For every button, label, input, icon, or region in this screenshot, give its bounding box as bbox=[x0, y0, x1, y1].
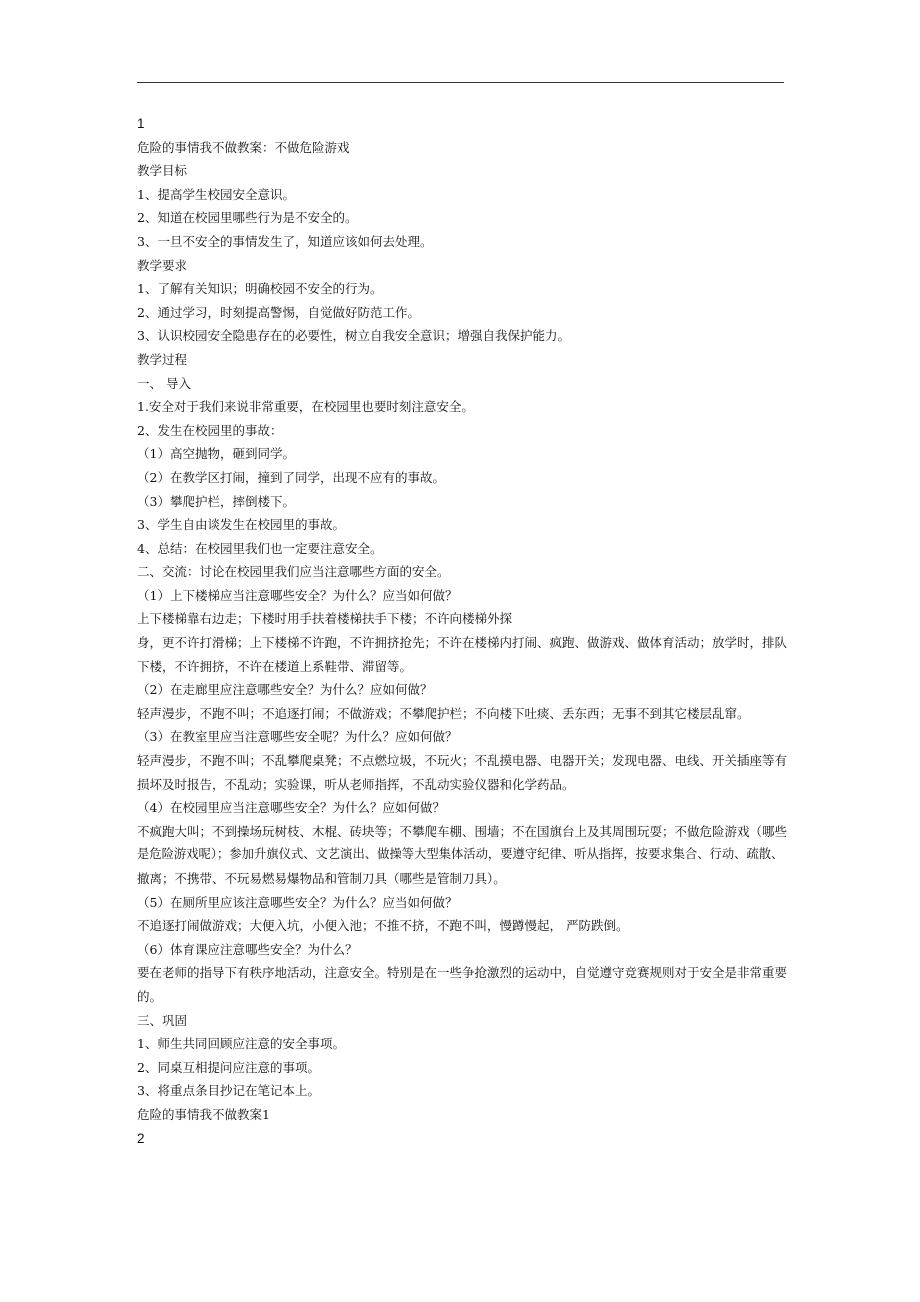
list-item: （2）在教学区打闹，撞到了同学，出现不应有的事故。 bbox=[137, 469, 445, 485]
body-text: 上下楼梯靠右边走；下楼时用手扶着楼梯扶手下楼；不许向楼梯外探 bbox=[137, 611, 513, 627]
list-item: 1、师生共同回顾应注意的安全事项。 bbox=[137, 1036, 345, 1052]
body-text: 轻声漫步，不跑不叫；不追逐打闹；不做游戏；不攀爬护栏；不向楼下吐痰、丢东西；无事不到其它楼层乱窜。 bbox=[137, 705, 750, 721]
list-item: （1）高空抛物，砸到同学。 bbox=[137, 446, 295, 462]
list-item: 2、发生在校园里的事故： bbox=[137, 422, 283, 438]
question: （3）在教室里应当注意哪些安全呢？为什么？应如何做？ bbox=[137, 729, 458, 745]
list-item: 3、一旦不安全的事情发生了，知道应该如何去处理。 bbox=[137, 233, 433, 249]
body-text: 撤离；不携带、不玩易燃易爆物品和管制刀具（哪些是管制刀具）。 bbox=[137, 871, 506, 886]
list-item: 3、学生自由谈发生在校园里的事故。 bbox=[137, 517, 345, 533]
page-number-top: 1 bbox=[137, 116, 145, 131]
page-number-bottom: 2 bbox=[137, 1130, 145, 1146]
question: （5）在厕所里应该注意哪些安全？为什么？应当如何做？ bbox=[137, 894, 458, 910]
section-heading: 教学要求 bbox=[137, 257, 188, 273]
section-heading: 教学过程 bbox=[137, 351, 188, 367]
section-heading: 教学目标 bbox=[137, 163, 188, 179]
footer-title: 危险的事情我不做教案1 bbox=[137, 1106, 270, 1122]
document-title: 危险的事情我不做教案：不做危险游戏 bbox=[137, 139, 350, 155]
subsection-heading: 一、 导入 bbox=[137, 375, 191, 391]
list-item: 2、知道在校园里哪些行为是不安全的。 bbox=[137, 210, 358, 226]
question: （4）在校园里应当注意哪些安全？为什么？应如何做？ bbox=[137, 800, 445, 816]
body-text: 轻声漫步，不跑不叫；不乱攀爬桌凳；不点燃垃圾，不玩火；不乱摸电器、电器开关；发现电器、电线、开关插座等有 bbox=[137, 753, 788, 769]
question: （6）体育课应注意哪些安全？为什么？ bbox=[137, 941, 358, 957]
list-item: 1、提高学生校园安全意识。 bbox=[137, 186, 295, 202]
header-rule bbox=[137, 82, 784, 83]
document-body bbox=[137, 112, 787, 1150]
subsection-heading: 二、交流：讨论在校园里我们应当注意哪些方面的安全。 bbox=[137, 564, 450, 580]
body-text: 不疯跑大叫；不到操场玩树枝、木棍、砖块等；不攀爬车棚、围墙；不在国旗台上及其周围玩耍；不做危险游戏（哪些 bbox=[137, 823, 788, 839]
list-item: 1、了解有关知识；明确校园不安全的行为。 bbox=[137, 281, 383, 297]
question: （1）上下楼梯应当注意哪些安全？为什么？应当如何做？ bbox=[137, 587, 458, 603]
list-item: 3、将重点条目抄记在笔记本上。 bbox=[137, 1083, 320, 1099]
list-item: 3、认识校园安全隐患存在的必要性，树立自我安全意识；增强自我保护能力。 bbox=[137, 328, 570, 344]
body-text: 身，更不许打滑梯；上下楼梯不许跑，不许拥挤抢先；不许在楼梯内打闹、疯跑、做游戏、做体育活动；放学时，排队 bbox=[137, 635, 788, 651]
list-item: （3）攀爬护栏，摔倒楼下。 bbox=[137, 493, 295, 509]
body-text: 下楼，不许拥挤，不许在楼道上系鞋带、滞留等。 bbox=[137, 658, 413, 674]
list-item: 4、总结：在校园里我们也一定要注意安全。 bbox=[137, 540, 383, 556]
question: （2）在走廊里应注意哪些安全？为什么？应如何做？ bbox=[137, 682, 433, 698]
body-text: 损坏及时报告，不乱动；实验课，听从老师指挥，不乱动实验仪器和化学药品。 bbox=[137, 776, 575, 792]
body-text: 不追逐打闹做游戏；大便入坑，小便入池；不推不挤，不跑不叫，慢蹲慢起， 严防跌倒。 bbox=[137, 918, 629, 934]
body-text: 的。 bbox=[137, 988, 163, 1004]
body-text: 要在老师的指导下有秩序地活动，注意安全。特别是在一些争抢激烈的运动中，自觉遵守竞赛规则对于安全是非常重要 bbox=[137, 965, 788, 981]
list-item: 2、同桌互相提问应注意的事项。 bbox=[137, 1059, 320, 1075]
list-item: 2、通过学习，时刻提高警惕，自觉做好防范工作。 bbox=[137, 304, 420, 320]
subsection-heading: 三、巩固 bbox=[137, 1012, 188, 1028]
body-text: 是危险游戏呢）；参加升旗仪式、文艺演出、做操等大型集体活动，要遵守纪律、听从指挥，按要求集合、行动、疏散、 bbox=[137, 847, 784, 862]
list-item: 1.安全对于我们来说非常重要，在校园里也要时刻注意安全。 bbox=[137, 399, 474, 415]
